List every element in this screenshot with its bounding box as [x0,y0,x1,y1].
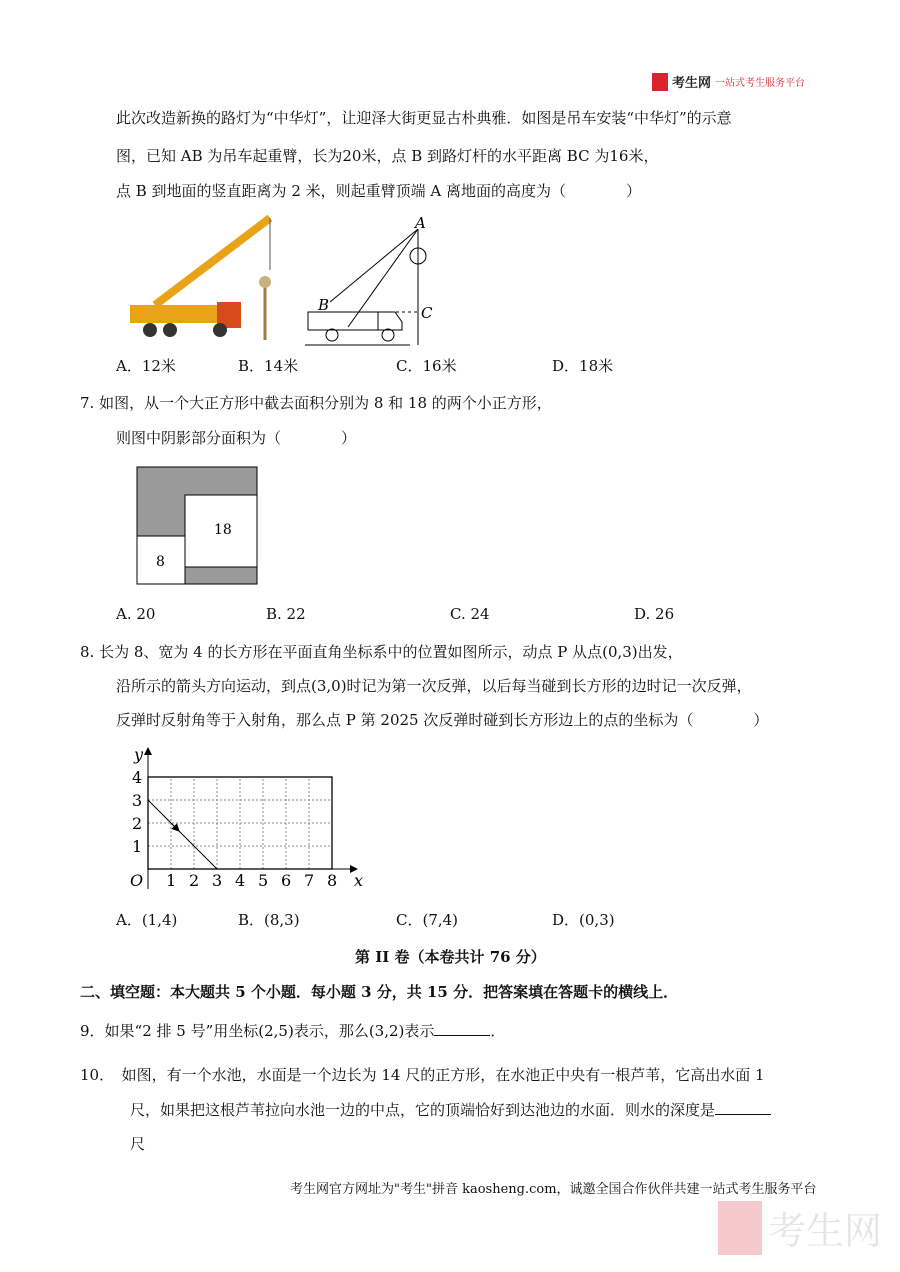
watermark-text: 考生网 [768,1209,883,1253]
crane-diagram [300,212,440,352]
header-slogan: 一站式考生服务平台 [715,78,806,89]
label-a: A [415,214,426,232]
q8-option-d: D．(0,3) [552,911,615,929]
square-label-8: 8 [156,554,165,570]
q8-line: 沿所示的箭头方向运动，到点(3,0)时记为第一次反弹，以后每当碰到长方形的边时记一次反弹， [116,677,752,695]
y-tick-label: 2 [132,814,143,833]
part2-heading: 二、填空题：本大题共 5 个小题．每小题 3 分，共 15 分．把答案填在答题卡的横线上． [80,983,679,1001]
q6-line: 图，已知 AB 为吊车起重臂，长为20米，点 B 到路灯杆的水平距离 BC 为16米， [116,147,659,165]
y-axis-label: y [134,745,144,764]
coordinate-chart [120,740,380,900]
q6-line: 此次改造新换的路灯为“中华灯”，让迎泽大街更显古朴典雅．如图是吊车安装“中华灯”的示意 [116,109,732,127]
logo-text: 考生网 [672,76,712,91]
q6-option-b: B．14米 [238,357,299,375]
q6-option-a: A．12米 [116,357,176,375]
label-b: B [318,296,330,314]
q8-option-a: A．(1,4) [116,911,178,929]
q8-option-b: B．(8,3) [238,911,300,929]
q9 [80,1021,505,1041]
x-tick-label: 6 [281,871,292,890]
label-c: C [421,304,433,322]
x-tick-label: 5 [258,871,269,890]
crane-photo [125,210,285,350]
q7-option-d: D. 26 [634,605,675,623]
q8-line: 8. 长为 8、宽为 4 的长方形在平面直角坐标系中的位置如图所示，动点 P 从点(0,3)出发， [80,643,683,661]
x-tick-label: 7 [304,871,315,890]
q10-answer-blank[interactable] [715,1100,771,1115]
y-tick-label: 4 [132,768,143,787]
q6-line: 点 B 到地面的竖直距离为 2 米，则起重臂顶端 A 离地面的高度为（ ） [116,182,642,200]
x-tick-label: 4 [235,871,246,890]
path-line [148,800,217,869]
x-tick-label: 2 [189,871,200,890]
footer-text: 考生网官方网址为"考生"拼音 kaosheng.com，诚邀全国合作伙伴共建一站式考生服务平台 [290,1182,817,1197]
q10-line: 尺 [130,1135,146,1153]
q9-answer-blank[interactable] [434,1021,490,1036]
x-axis-label: x [354,871,364,890]
x-tick-label: 8 [327,871,338,890]
watermark-logo-icon [718,1201,762,1255]
q10-text: 尺，如果把这根芦苇拉向水池一边的中点，它的顶端恰好到达池边的水面．则水的深度是 [130,1101,716,1119]
q7-option-b: B. 22 [266,605,306,623]
q6-option-c: C．16米 [396,357,457,375]
y-tick-label: 3 [132,791,143,810]
square-label-18: 18 [214,522,232,538]
q10-line: 10． 如图，有一个水池，水面是一个边长为 14 尺的正方形，在水池正中央有一根芦苇，它高出水面 1 [80,1066,765,1084]
q9-text: 9．如果“2 排 5 号”用坐标(2,5)表示，那么(3,2)表示 [80,1022,435,1040]
x-tick-label: 3 [212,871,223,890]
direction-arrow [172,824,179,831]
q8-option-c: C．(7,4) [396,911,459,929]
section-title: 第 II 卷（本卷共计 76 分） [355,948,546,966]
origin-label: O [130,871,144,890]
x-tick-label: 1 [166,871,177,890]
q7-line: 7. 如图，从一个大正方形中截去面积分别为 8 和 18 的两个小正方形， [80,394,552,412]
y-tick-label: 1 [132,837,143,856]
watermark [718,1200,882,1255]
header-logo [652,72,805,91]
q9-end: ． [490,1022,506,1040]
q8-line: 反弹时反射角等于入射角，那么点 P 第 2025 次反弹时碰到长方形边上的点的坐标为（ ） [116,711,769,729]
q7-option-c: C. 24 [450,605,490,623]
q10-line [130,1100,771,1120]
q7-option-a: A. 20 [116,605,156,623]
squares-figure [136,466,260,588]
logo-icon [652,73,668,91]
q6-option-d: D．18米 [552,357,614,375]
q7-line: 则图中阴影部分面积为（ ） [116,429,357,447]
